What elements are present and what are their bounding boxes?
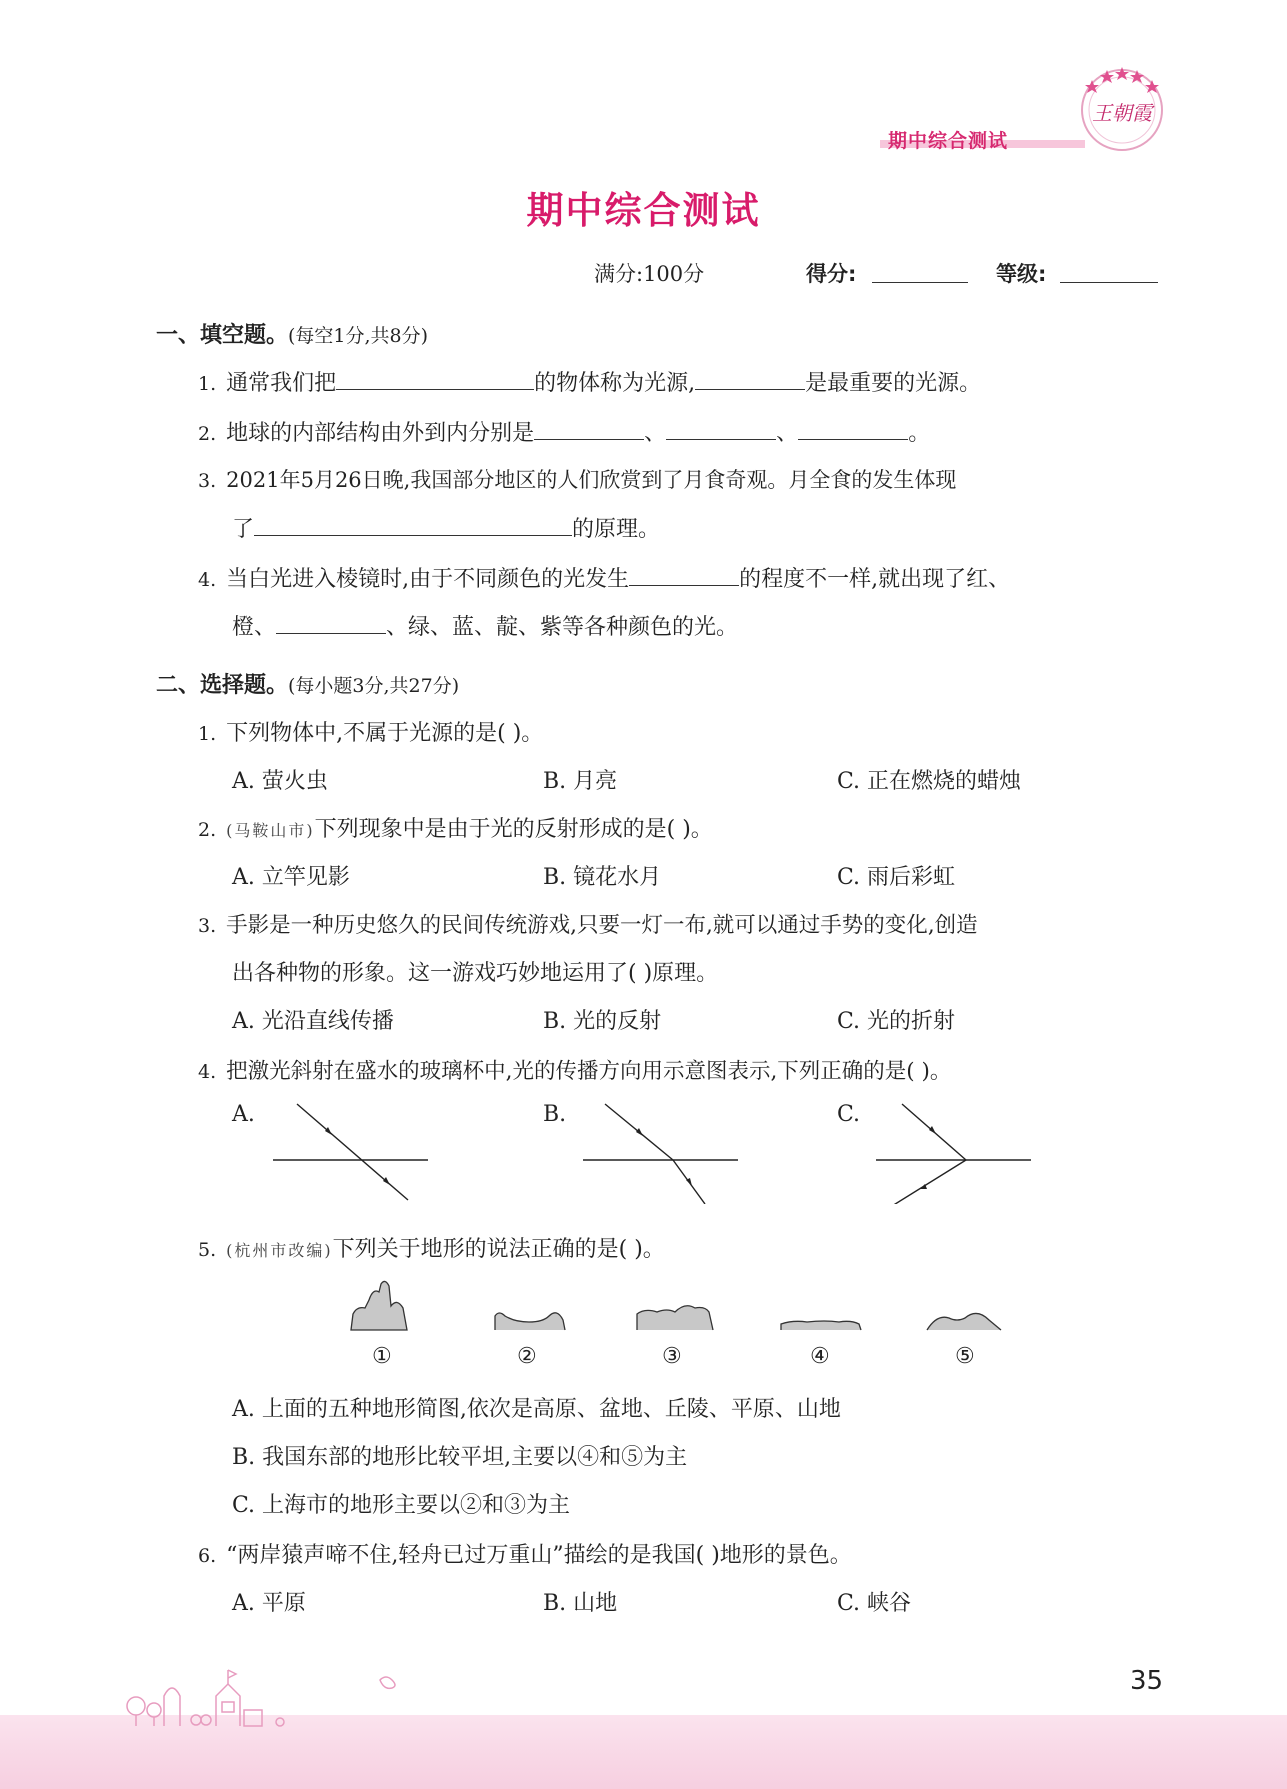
s1-question-4: 4. 当白光进入棱镜时,由于不同颜色的光发生 的程度不一样,就出现了红、 — [198, 567, 1011, 592]
terrain-plain — [781, 1321, 861, 1330]
answer-blank[interactable] — [695, 369, 805, 390]
s2-question-3-cont: 出各种物的形象。这一游戏巧妙地运用了( )原理。 — [232, 961, 719, 986]
s2-q6-option-a[interactable]: A. 平原 — [232, 1591, 306, 1616]
answer-blank[interactable] — [666, 419, 776, 440]
refraction-diagram-b — [575, 1098, 745, 1204]
header-label: 期中综合测试 — [888, 130, 1009, 152]
s2-q5-option-b[interactable]: B. 我国东部的地形比较平坦,主要以④和⑤为主 — [232, 1445, 688, 1470]
terrain-label-2: ② — [517, 1344, 537, 1369]
refraction-diagram-a — [265, 1098, 435, 1204]
answer-blank[interactable] — [276, 613, 386, 634]
publisher-logo — [1072, 58, 1172, 158]
s2-question-6: 6. “两岸猿声啼不住,轻舟已过万重山”描绘的是我国( )地形的景色。 — [198, 1543, 852, 1568]
s2-q4-option-b[interactable]: B. — [543, 1102, 567, 1127]
terrain-hills — [637, 1306, 713, 1330]
answer-blank[interactable] — [798, 419, 908, 440]
s2-q1-option-a[interactable]: A. 萤火虫 — [232, 769, 328, 794]
grade-label: 等级: — [996, 262, 1047, 286]
s2-q5-option-a[interactable]: A. 上面的五种地形简图,依次是高原、盆地、丘陵、平原、山地 — [232, 1397, 841, 1422]
section1-title: 一、填空题。(每空1分,共8分) — [156, 323, 429, 348]
s2-question-4: 4. 把激光斜射在盛水的玻璃杯中,光的传播方向用示意图表示,下列正确的是( )。 — [198, 1059, 952, 1084]
page-title: 期中综合测试 — [526, 189, 761, 232]
s2-question-2: 2. (马鞍山市)下列现象中是由于光的反射形成的是( )。 — [198, 817, 713, 842]
s2-question-5: 5. (杭州市改编)下列关于地形的说法正确的是( )。 — [198, 1237, 665, 1262]
s2-q1-option-c[interactable]: C. 正在燃烧的蜡烛 — [837, 769, 1022, 794]
reflection-diagram-c — [868, 1098, 1038, 1204]
s2-q4-option-a[interactable]: A. — [232, 1102, 255, 1127]
s2-q3-option-c[interactable]: C. 光的折射 — [837, 1009, 956, 1034]
full-score: 满分:100分 — [594, 262, 705, 286]
section2-title: 二、选择题。(每小题3分,共27分) — [156, 673, 460, 698]
s2-q2-option-a[interactable]: A. 立竿见影 — [232, 865, 350, 890]
terrain-low-mountain — [927, 1313, 1001, 1330]
answer-blank[interactable] — [534, 419, 644, 440]
terrain-label-5: ⑤ — [955, 1344, 975, 1369]
page-number: 35 — [1130, 1666, 1164, 1696]
terrain-label-3: ③ — [662, 1344, 682, 1369]
s2-q2-option-c[interactable]: C. 雨后彩虹 — [837, 865, 956, 890]
answer-blank[interactable] — [254, 515, 572, 536]
terrain-sketches — [345, 1278, 1005, 1334]
grade-blank[interactable] — [1060, 260, 1158, 283]
s1-question-3: 3. 2021年5月26日晚,我国部分地区的人们欣赏到了月食奇观。月全食的发生体现 — [198, 468, 957, 492]
s2-q4-option-c[interactable]: C. — [837, 1102, 861, 1127]
terrain-plateau-mountain — [351, 1281, 407, 1330]
s2-question-1: 1. 下列物体中,不属于光源的是( )。 — [198, 721, 544, 746]
footer-castle-illustration — [120, 1640, 420, 1730]
answer-blank[interactable] — [629, 565, 739, 586]
terrain-label-1: ① — [372, 1344, 392, 1369]
s2-q2-option-b[interactable]: B. 镜花水月 — [543, 865, 662, 890]
s2-q5-option-c[interactable]: C. 上海市的地形主要以②和③为主 — [232, 1493, 571, 1518]
s2-q6-option-c[interactable]: C. 峡谷 — [837, 1591, 912, 1616]
s1-question-2: 2. 地球的内部结构由外到内分别是 、 、 。 — [198, 421, 931, 446]
answer-blank[interactable] — [336, 369, 534, 390]
terrain-basin — [495, 1313, 565, 1330]
s1-question-4-cont: 橙、 、绿、蓝、靛、紫等各种颜色的光。 — [232, 615, 739, 640]
s1-question-3-cont: 了 的原理。 — [232, 517, 661, 542]
score-label: 得分: — [806, 262, 857, 286]
s2-question-3: 3. 手影是一种历史悠久的民间传统游戏,只要一灯一布,就可以通过手势的变化,创造 — [198, 913, 978, 938]
s2-q3-option-b[interactable]: B. 光的反射 — [543, 1009, 662, 1034]
s2-q1-option-b[interactable]: B. 月亮 — [543, 769, 618, 794]
s2-q3-option-a[interactable]: A. 光沿直线传播 — [232, 1009, 394, 1034]
score-blank[interactable] — [872, 260, 968, 283]
s1-question-1: 1. 通常我们把 的物体称为光源, 是最重要的光源。 — [198, 371, 982, 396]
s2-q6-option-b[interactable]: B. 山地 — [543, 1591, 618, 1616]
svg-text:王朝霞: 王朝霞 — [1092, 101, 1152, 125]
terrain-label-4: ④ — [810, 1344, 830, 1369]
